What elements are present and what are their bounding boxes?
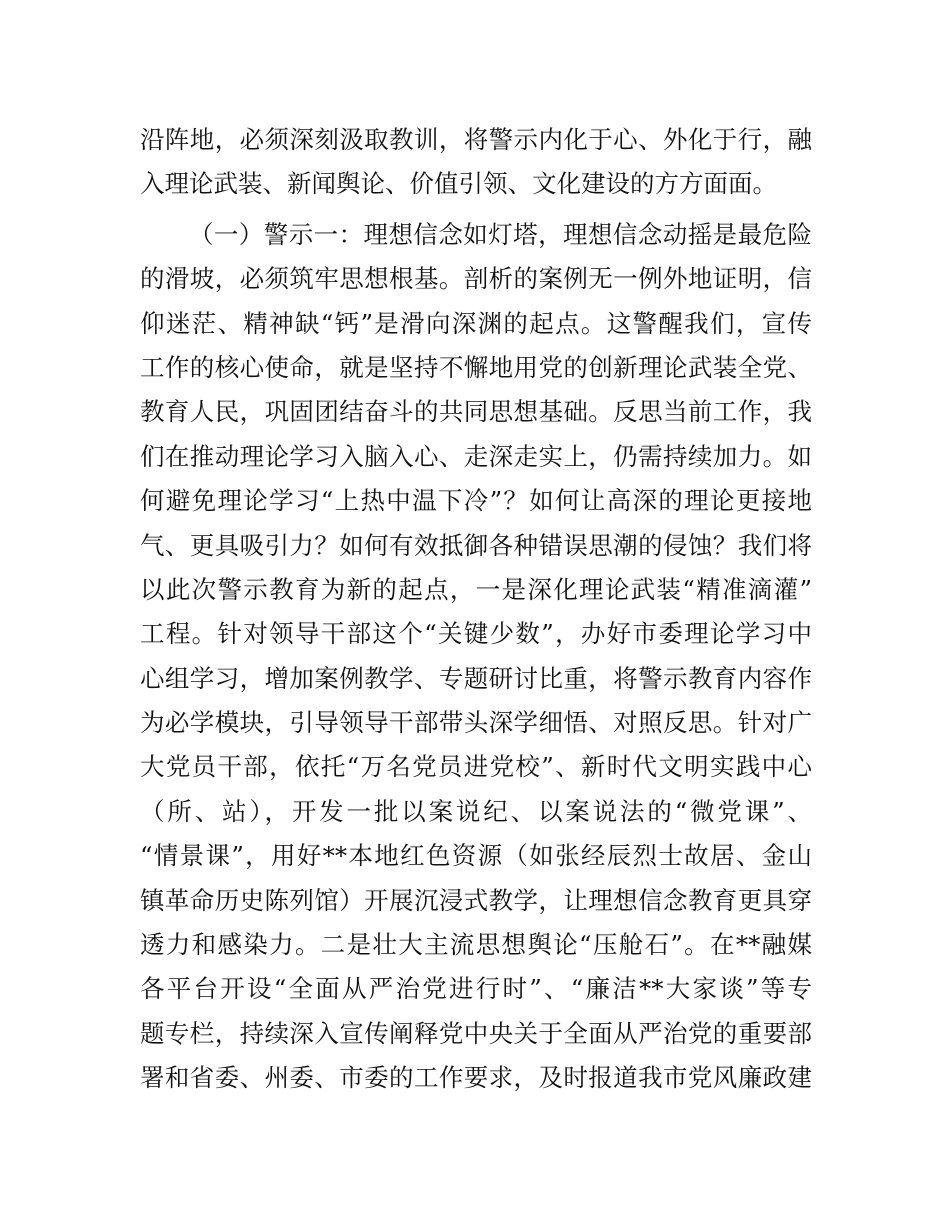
text-line: “情景课”，用好**本地红色资源（如张经辰烈士故居、金山 [140,841,812,871]
text-line: 透力和感染力。二是壮大主流思想舆论“压舱石”。在**融媒 [140,930,812,960]
text-line: 镇革命历史陈列馆）开展沉浸式教学，让理想信念教育更具穿 [140,885,812,915]
text-line: 们在推动理论学习入脑入心、走深走实上，仍需持续加力。如 [140,441,812,471]
text-line: 工作的核心使命，就是坚持不懈地用党的创新理论武装全党、 [140,352,812,382]
text-line: 仰迷茫、精神缺“钙”是滑向深渊的起点。这警醒我们，宣传 [140,308,812,338]
text-line: 何避免理论学习“上热中温下冷”？如何让高深的理论更接地 [140,486,812,516]
text-line: 题专栏，持续深入宣传阐释党中央关于全面从严治党的重要部 [140,1018,812,1048]
text-line: 的滑坡，必须筑牢思想根基。剖析的案例无一例外地证明，信 [140,264,812,294]
text-line: 署和省委、州委、市委的工作要求，及时报道我市党风廉政建 [140,1063,812,1093]
text-line: 沿阵地，必须深刻汲取教训，将警示内化于心、外化于行，融 [140,125,812,154]
text-line: 工程。针对领导干部这个“关键少数”，办好市委理论学习中 [140,619,812,649]
paragraph-continued [140,118,812,207]
text-line: 教育人民，巩固团结奋斗的共同思想基础。反思当前工作，我 [140,397,812,427]
paragraph-warning-one [140,213,812,1101]
text-line: 心组学习，增加案例教学、专题研讨比重，将警示教育内容作 [140,663,812,693]
paragraph-heading-line: （一）警示一：理想信念如灯塔，理想信念动摇是最危险 [189,219,812,249]
text-line: 各平台开设“全面从严治党进行时”、“廉洁**大家谈”等专 [140,974,812,1004]
text-line: 入理论武装、新闻舆论、价值引领、文化建设的方方面面。 [140,169,777,199]
text-line: 大党员干部，依托“万名党员进党校”、新时代文明实践中心 [140,752,812,782]
body-text [140,118,812,1101]
text-line: （所、站），开发一批以案说纪、以案说法的“微党课”、 [140,796,812,826]
text-line: 气、更具吸引力？如何有效抵御各种错误思潮的侵蚀？我们将 [140,530,812,560]
text-line: 以此次警示教育为新的起点，一是深化理论武装“精准滴灌” [140,574,812,604]
text-line: 为必学模块，引导领导干部带头深学细悟、对照反思。针对广 [140,708,812,738]
